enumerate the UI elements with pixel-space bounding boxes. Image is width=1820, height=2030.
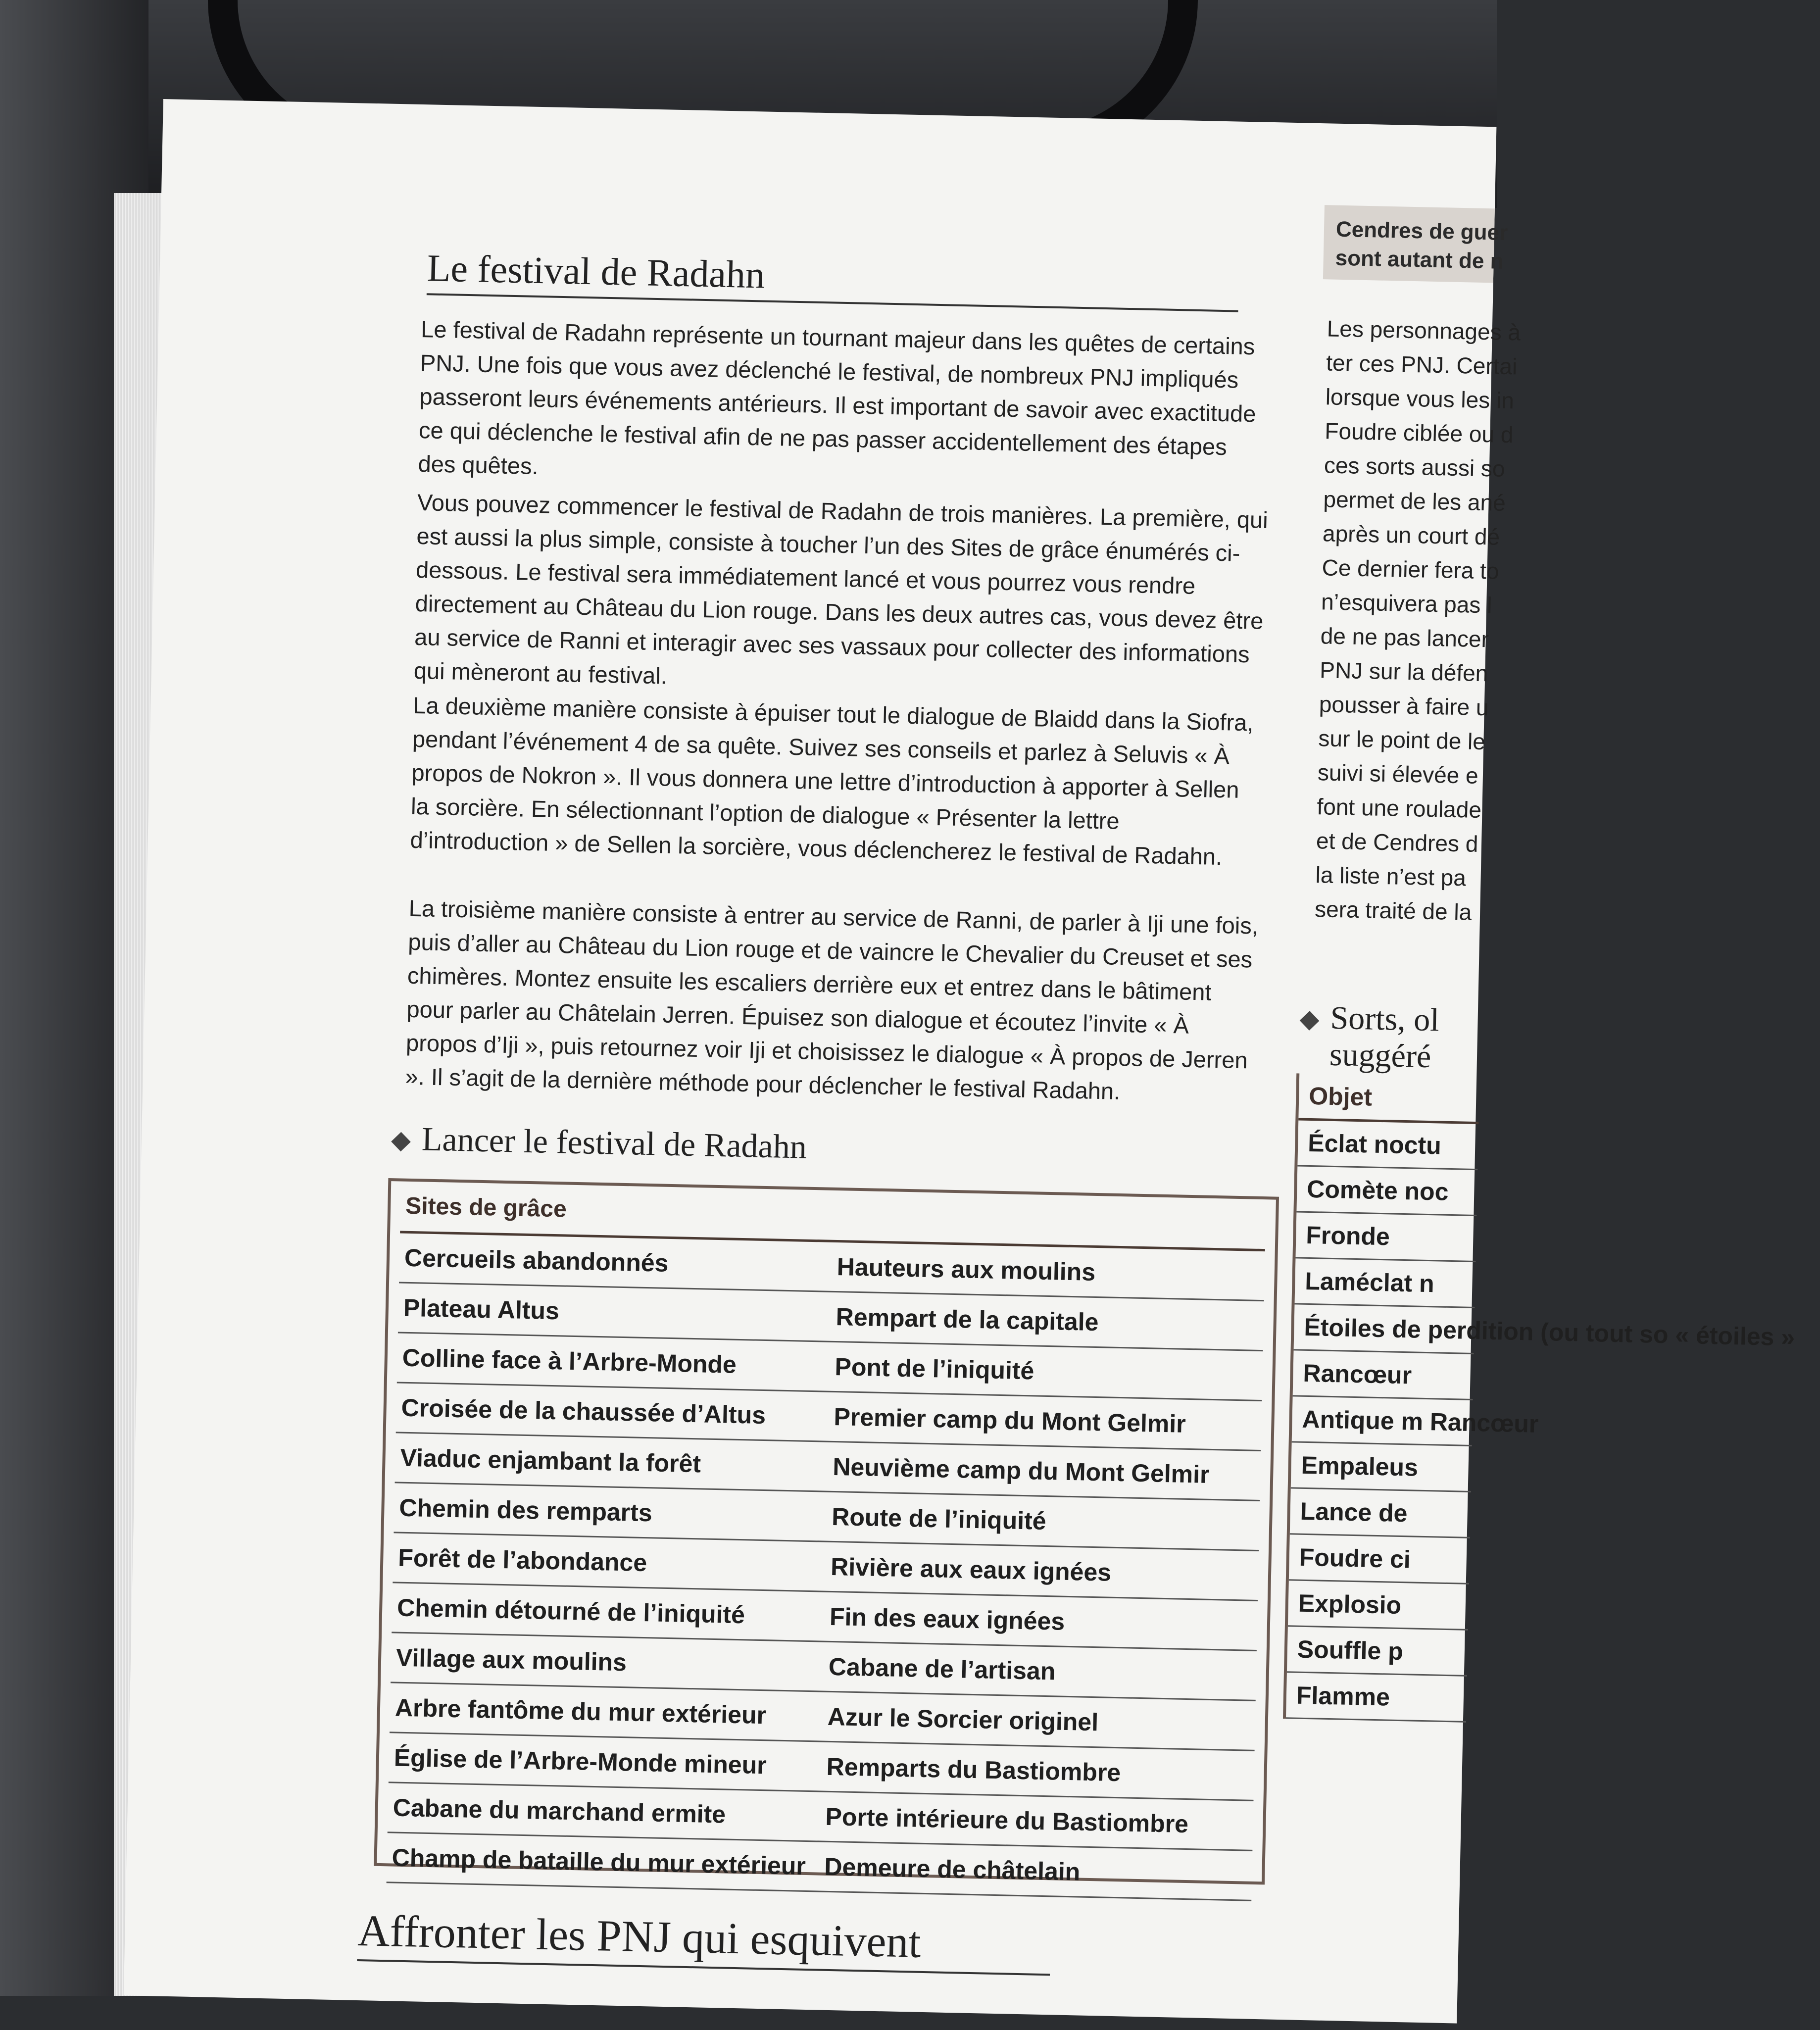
sidebar-text-line: sera traité de la	[1314, 896, 1472, 925]
table-cell-left: Plateau Altus	[403, 1293, 560, 1325]
sidebar-table-row: Laméclat n	[1294, 1258, 1476, 1308]
sidebar-table-row: Fronde	[1295, 1212, 1476, 1262]
table-cell-left: Champ de bataille du mur extérieur	[392, 1843, 806, 1880]
diamond-bullet-icon	[1300, 1011, 1320, 1031]
sidebar-heading-line: Sorts, ol	[1329, 999, 1440, 1039]
sidebar-table-row: Éclat noctu	[1297, 1120, 1478, 1170]
table-cell-right: Porte intérieure du Bastiombre	[825, 1802, 1189, 1838]
paragraph-1: Le festival de Radahn représente un tournant majeur dans les quêtes de certains PNJ. Une fois que vous avez déclenché le festival, de nombreux PNJ impliqués passeront leurs événements antérieurs. Il est important de savoir avec exactitude ce qui déclenche le festival afin de ne pas passer accidentellement des étapes des quêtes.	[418, 316, 1256, 480]
sidebar-text-line: font une roulade	[1317, 793, 1482, 823]
table-cell-right: Route de l’iniquité	[831, 1502, 1047, 1535]
sidebar-text-line: Ce dernier fera to	[1322, 554, 1500, 584]
sidebar-table-row: Flamme	[1286, 1673, 1467, 1723]
table-cell-right: Rempart de la capitale	[836, 1303, 1099, 1337]
table-cell-right: Azur le Sorcier originel	[827, 1702, 1099, 1736]
bottom-heading: Affronter les PNJ qui esquivent	[357, 1905, 1051, 1976]
table-cell-left: Croisée de la chaussée d’Altus	[401, 1393, 766, 1430]
sidebar-callout-line: sont autant de n	[1335, 246, 1504, 274]
sidebar-heading	[1301, 999, 1478, 1076]
table-cell-left: Viaduc enjambant la forêt	[400, 1443, 701, 1478]
sidebar-table-row: Explosio	[1288, 1581, 1469, 1631]
sidebar-text-line: permet de les ané	[1323, 486, 1506, 516]
sidebar-heading-line: suggéré	[1329, 1036, 1432, 1075]
sidebar-text-line: suivi si élevée e	[1317, 759, 1479, 789]
sidebar-text-line: de ne pas lancer	[1320, 623, 1489, 652]
sidebar-table	[1283, 1073, 1795, 1722]
table-cell-right: Cabane de l’artisan	[828, 1652, 1056, 1685]
sidebar-text-line: la liste n’est pa	[1315, 862, 1467, 891]
sidebar-table-row: Empaleus	[1291, 1442, 1472, 1492]
table-cell-right: Remparts du Bastiombre	[826, 1752, 1121, 1787]
subheading-text: Lancer le festival de Radahn	[421, 1120, 807, 1166]
paragraph-2: Vous pouvez commencer le festival de Radahn de trois manières. La première, qui est aussi la plus simple, consiste à toucher l’un des Sites de grâce énumérés ci-dessous. Le festival sera immédiatement lancé et vous pourrez vous rendre directement au Château du Lion rouge. Dans les deux autres cas, vous devez être au service de Ranni et interagir avec ses vassaux pour collecter des informations qui mèneront au festival.	[413, 489, 1269, 689]
table-cell-left: Chemin des remparts	[398, 1493, 653, 1527]
table-header: Sites de grâce	[400, 1182, 1266, 1252]
sidebar-table-row: Étoiles de perdition (ou tout so « étoiles »	[1294, 1304, 1475, 1354]
book-page	[124, 99, 1795, 2024]
table-cell-left: Cercueils abandonnés	[404, 1243, 669, 1277]
table-cell-right: Pont de l’iniquité	[835, 1352, 1034, 1385]
sidebar-callout-line: Cendres de guer	[1335, 217, 1508, 245]
sidebar-callout-box	[1323, 205, 1508, 283]
table-cell-right: Premier camp du Mont Gelmir	[833, 1402, 1186, 1438]
table-body	[387, 1234, 1265, 1901]
table-cell-left: Forêt de l’abondance	[397, 1543, 647, 1577]
sidebar-table-row: Rancœur	[1293, 1350, 1474, 1400]
table-cell-right: Rivière aux eaux ignées	[830, 1552, 1112, 1586]
sidebar-table-body	[1286, 1120, 1795, 1722]
table-cell-right: Neuvième camp du Mont Gelmir	[832, 1452, 1210, 1488]
paragraph-4: La troisième manière consiste à entrer au service de Ranni, de parler à Iji une fois, puis d’aller au Château du Lion rouge et de vaincre le Chevalier du Creuset et ses chimères. Montez ensuite les escaliers derrière eux et entrez dans le bâtiment pour parler au Châtelain Jerren. Épuisez son dialogue et écoutez l’invite « À propos d’Iji », puis retournez voir Iji et choisissez le dialogue « À propos de Jerren ». Il s’agit de la dernière méthode pour déclencher le festival Radahn.	[405, 894, 1259, 1104]
table-cell-left: Arbre fantôme du mur extérieur	[394, 1693, 767, 1730]
sidebar-table-row: Lance de	[1290, 1488, 1471, 1538]
table-cell-left: Chemin détourné de l’iniquité	[396, 1593, 745, 1629]
sidebar-text-line: ter ces PNJ. Certai	[1326, 349, 1518, 380]
table-cell-right: Fin des eaux ignées	[829, 1602, 1065, 1635]
sidebar-text-line: après un court dé	[1322, 520, 1500, 550]
sidebar-text-line: et de Cendres d	[1316, 828, 1478, 857]
sidebar-text-line: sur le point de le	[1318, 725, 1486, 755]
sidebar-table-header: Objet	[1298, 1074, 1479, 1125]
sidebar-text-line: pousser à faire u	[1319, 691, 1489, 721]
sidebar-table-row: Comète noc	[1296, 1166, 1477, 1216]
sidebar-text	[1314, 311, 1521, 930]
sidebar-text-line: ces sorts aussi so	[1324, 452, 1506, 482]
table-cell-left: Colline face à l’Arbre-Monde	[402, 1343, 737, 1379]
sidebar-table-row: Antique m Rancœur	[1292, 1396, 1473, 1446]
sidebar-table-row: Foudre ci	[1289, 1535, 1470, 1584]
table-cell-right: Hauteurs aux moulins	[836, 1253, 1096, 1286]
table-cell-left: Cabane du marchand ermite	[393, 1793, 726, 1829]
sidebar-text-line: PNJ sur la défen	[1319, 657, 1488, 687]
paragraph-3: La deuxième manière consiste à épuiser tout le dialogue de Blaidd dans la Siofra, pendant l’événement 4 de sa quête. Suivez ses conseils et parlez à Seluvis « À propos de Nokron ». Il vous donnera une lettre d’introduction à apporter à Sellen la sorcière. En sélectionnant l’option de dialogue « Présenter la lettre d’introduction » de Sellen la sorcière, vous déclencherez le festival de Radahn.	[410, 692, 1254, 870]
sidebar-text-line: Foudre ciblée ou d	[1324, 418, 1514, 448]
table-cell-right: Demeure de châtelain	[824, 1852, 1081, 1886]
sites-de-grace-table	[374, 1178, 1279, 1884]
subheading	[394, 1119, 807, 1166]
section-title: Le festival de Radahn	[427, 246, 1239, 312]
table-cell-left: Village aux moulins	[395, 1643, 627, 1677]
sidebar-text-line: Les personnages à	[1327, 315, 1521, 346]
diamond-bullet-icon	[391, 1132, 411, 1152]
table-cell-left: Église de l’Arbre-Monde mineur	[394, 1743, 767, 1780]
sidebar-text-line: n’esquivera pas l	[1321, 589, 1492, 618]
sidebar-text-line: lorsque vous les in	[1325, 384, 1515, 414]
sidebar-table-row: Souffle p	[1287, 1627, 1468, 1677]
